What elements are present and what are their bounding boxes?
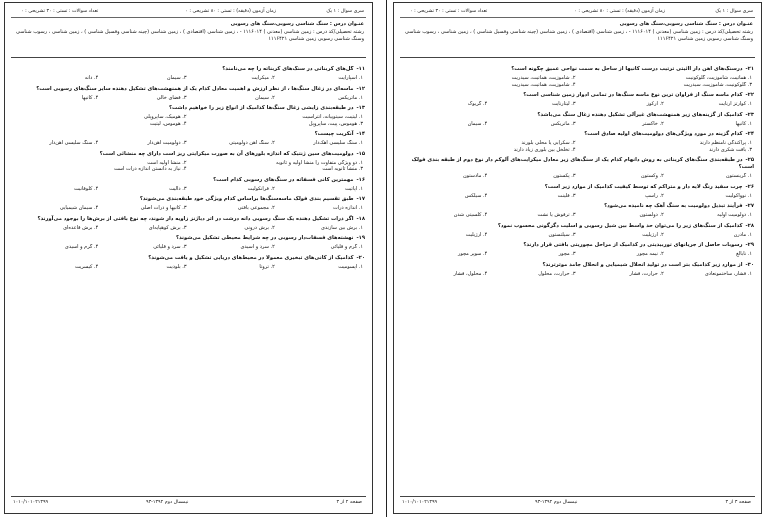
answer-option[interactable]: ۲. فرانکولیت [247,185,275,192]
question-line [401,66,754,73]
question-number: ۱۶- [356,176,365,183]
answer-option[interactable]: ۳. بافت شکری دارند [709,146,752,153]
count-label: تعداد سوالات : تستی : ۳۰ تشریحی : ۰ [410,9,488,14]
answer-option[interactable]: ۲. سیمان [255,94,275,101]
answer-option[interactable]: ۳. مچور [558,251,576,257]
answer-option[interactable]: ۳. برش کوهپایه‌ای [148,224,187,231]
field-title: رشته تحصیلی/کد درس : زمین شناسی (معدنی ) ۱۱۱۶۰۱۴ - ، زمین شناسی (اقتصادی ) ، زمین شناسی (چینه شناسی وفسیل شناسی ) ، زمین شناسی ، رسوب شناسی وسنگ شناسی رسوبی زمین شناسی ۱۱۱۶۴۲۱ [405,29,753,42]
answer-option[interactable]: ۴. شاموزیت، هماتیت، سیدریت [511,81,576,88]
exam-page-left [4,2,373,514]
exam-page-right [393,2,762,514]
answer-option[interactable]: ۳. گلوکونیت، شاموزیت، سیدریت [683,81,752,88]
question-item [12,196,365,212]
answer-option[interactable]: ۱. مادرن [733,231,752,238]
answer-options [401,251,754,258]
answer-option[interactable]: ۱. دولومیت اولیه [717,212,752,218]
answer-option[interactable]: ۳. منشا ثانویه است [322,166,363,172]
question-item [401,157,754,180]
question-text: آنکریت چیست؟ [314,131,354,137]
question-text: کدام گزینه در مورد ویژگی‌های دولومیت‌های اولیه صادق است؟ [584,131,743,137]
question-number: ۲۸- [745,222,754,229]
answer-options [12,75,365,82]
question-number: ۱۹- [356,235,365,241]
question-line [12,105,365,112]
answer-option[interactable]: ۴. آرژیلیت [465,231,488,238]
answer-option[interactable]: ۱. سنگ سلیسی آهک‌دار [313,140,363,146]
answer-option[interactable]: ۳. بلودیت [166,263,187,270]
question-number: ۲۹- [745,242,754,248]
answer-option[interactable]: ۴. تخلخل بین بلوری زیاد دارند [513,146,576,153]
answer-options [12,114,365,127]
question-text: درسنگ‌های آهن دار اائیتی ترتیب درست کانیها از ساحل به سمت نواحی عمیق چگونه است؟ [511,66,743,72]
answer-option[interactable]: ۱. آپاتیت [345,185,363,192]
answer-option[interactable]: ۳. پکستون [553,173,576,179]
answer-option[interactable]: ۱. ماتریکس [338,94,363,101]
answer-option[interactable]: ۴. برش قاعده‌ای [63,224,99,231]
course-title: عنـوان درس : سنگ شناسی رسوبی،سنگ های رسوبی [230,21,364,27]
question-text: در طبقه‌بندی سنگ‌های کربناتی به روش دانهام کدام یک از سنگ‌های زیر معادل میکرایت‌های آلوکم دار نوع دوم از طبقه بندی فولک است؟ [411,157,754,170]
answer-option[interactable]: ۳. سیمان [166,75,187,81]
answer-option[interactable]: ۲. راسپ [644,192,664,199]
question-number: ۲۷- [745,203,754,209]
question-number: ۱۱- [356,66,365,72]
series-label: سری سوال : ۱ یک [715,9,753,14]
question-number: ۲۶- [745,183,754,190]
question-line [401,112,754,119]
question-text: ماسه‌ای در زغال سنگ‌ها ، از نظر ارزش و اهمیت معادل کدام یک از همنهشت‌های تشکیل دهنده سایر سنگ‌های رسوبی است؟ [36,85,354,92]
answer-option[interactable]: ۲. خاکستر [642,120,664,127]
question-number: ۱۲- [356,85,365,92]
question-text: فرآیند تبدیل دولومیت به سنگ آهک چه نامیده می‌شود؟ [604,203,743,209]
answer-option[interactable]: ۱. برش بین سازندی [320,224,363,231]
question-number: ۲۴- [745,131,754,137]
question-item [12,255,365,271]
question-text: اگر ذرات تشکیل دهنده یک سنگ رسوبی دانه درشت در اثر دیاژنز زاویه دار شوند، چه نوع بافتی از برش‌ها را بوجود می‌آورند؟ [37,215,354,222]
answer-option[interactable]: ۲. هومیک، ساپروپلی [144,114,187,120]
answer-option[interactable]: ۱. اسپارایت [338,75,363,81]
answer-option[interactable]: ۳. فلینت [557,192,576,199]
question-line [401,131,754,138]
question-number: ۲۳- [745,111,754,118]
question-text: کدامیک از سنگ‌های زیر را می‌توان حد واسط بین شیل رسوبی و اسلیت دگرگونی محسوب نمود؟ [497,222,743,229]
question-line [12,216,365,223]
question-text: کدامیک از کانی‌های تبخیری معمولا در محیط‌های دریایی تشکیل و یافت می‌شوند؟ [148,254,354,261]
answer-option[interactable]: ۳. سیلتستون [548,231,576,238]
question-line [12,66,365,73]
page-footer [11,496,366,509]
answer-option[interactable]: ۴. مادستون [463,173,488,179]
question-line [12,151,365,158]
question-line [12,255,365,262]
question-line [401,262,754,269]
question-text: در طبقه‌بندی زایشی زغال سنگ‌ها کدامیک از انواع زیر را خواهیم داشت؟ [168,105,354,111]
question-line [12,86,365,93]
answer-options [12,186,365,193]
answer-option[interactable]: ۲. آرژیلیت [642,231,664,238]
answer-option[interactable]: ۱. اندازه ذرات [332,205,363,211]
question-text: طبق تقسیم بندی فولک ماسه‌سنگ‌ها براساس کدام ویژگی خود طبقه‌بندی می‌شوند؟ [139,196,354,202]
answer-option[interactable]: ۴. کلسیتی شدن [453,212,488,218]
answer-option[interactable]: ۳. ترفوش یا نشت [537,212,576,218]
question-item [12,131,365,147]
question-item [12,105,365,127]
question-text: از موارد زیر کدامیک بتر است در تولید انحلال شیمیایی و انحلال جامد موثرترند؟ [542,261,743,268]
answer-options [401,212,754,219]
question-item [401,66,754,88]
answer-option[interactable]: ۳. سرد و قلیائی [153,244,187,250]
series-label: سری سوال : ۱ یک [326,9,364,14]
question-text: چرت سفید رنگ لایه دار و متراکم که توسط کیفیت کدامیک از موارد زیر است؟ [544,183,743,190]
answer-option[interactable]: ۴. گرم و اسیدی [64,244,99,250]
answer-option[interactable]: ۳. ماتریکس [550,120,576,127]
answer-option[interactable]: ۴. کیسریت [74,263,99,270]
answer-options [12,244,365,251]
answer-option[interactable]: ۴. سوپر مچور [457,251,488,257]
answer-option[interactable]: ۱. گرم و قلیائی [330,244,363,250]
answer-options [12,95,365,102]
question-line [401,203,754,210]
question-item [401,184,754,200]
question-line [401,157,754,171]
question-line [12,235,365,242]
answer-option[interactable]: ۱. گرینستون [725,173,752,179]
answer-option[interactable]: ۲. دولستون [639,212,664,218]
answer-options [401,193,754,200]
footer-page-number: صفحه ۲ از ۳ [336,500,362,505]
question-item [401,112,754,128]
answer-option[interactable]: ۳. فضای خالی [156,94,187,101]
answer-option[interactable]: ۱. پراکندگی نامنظم دارند [699,140,752,146]
answer-options [12,205,365,212]
question-item [12,216,365,232]
answer-option[interactable]: ۴. کلوفانیت [74,185,99,192]
answer-option[interactable]: ۴. سیمان [467,120,488,127]
answer-options [401,121,754,128]
answer-option[interactable]: ۲. آرکوز [646,101,664,107]
answer-option[interactable]: ۱. هماتیت، شاموزیت، گلوکونیت [685,75,752,81]
answer-option[interactable]: ۲. برش درونی [244,224,275,231]
page-header [400,7,755,58]
answer-options [401,140,754,153]
question-item [401,223,754,239]
answer-option[interactable]: ۲. سکرابی یا محلی بلورند [521,140,576,146]
footer-term: نیمسال دوم ۱۳۹۲-۹۳ [535,500,578,505]
questions-list [12,66,365,490]
question-text: دولومیت‌های سین ژنتیک که اندازه بلورهای آن به صورت میکرایتی ریز است دارای چه منشائی است؟ [99,150,354,157]
header-rule [11,17,366,18]
answer-options [401,232,754,239]
answer-option[interactable]: ۱. فشار، ساختمونعادی [704,270,752,277]
answer-option[interactable]: ۴. سیلکس [464,192,488,199]
question-number: ۱۳- [356,105,365,111]
answer-option[interactable]: ۲. نیمه مچور [636,251,664,257]
answer-options [12,160,365,173]
question-text: کدام ماسه سنگ از فراوان ترین نوع ماسه سنگ‌ها در تمامی ادوار زمین شناسی است؟ [523,92,743,98]
answer-option[interactable]: ۴. هوموس، لیتیت [149,120,187,127]
question-text: رسوبات حاصل از جریانهای توربیدیتی در کدامیک از مراحل مچوریتی بافتی قرار دارند؟ [523,242,743,248]
page-footer [400,496,755,509]
answer-options [401,101,754,108]
header-rule [400,17,755,18]
question-number: ۲۵- [745,157,754,163]
answer-options [401,271,754,278]
course-title: عنـوان درس : سنگ شناسی رسوبی،سنگ های رسوبی [619,21,753,27]
question-number: ۲۱- [745,66,754,72]
question-text: کدامیک از گزینه‌های زیر همنهشت‌های غیرآلی تشکیل دهنده زغال سنگ می‌باشد؟ [537,111,743,118]
answer-option[interactable]: ۲. شاموزیت، هماتیت، سیدریت [511,75,576,81]
answer-option[interactable]: ۱. دو ویژگی متفاوت را منشا اولیه و ثانویه [276,159,363,166]
answer-option[interactable]: ۱. کانیها [735,120,752,127]
question-text: مهمترین کانی فسفاته در سنگ‌های رسوبی کدام است؟ [213,176,354,183]
answer-option[interactable]: ۲. سنگ آهن دولومیتی [229,140,275,146]
answer-option[interactable]: ۲. میکرایت [251,75,275,81]
answer-option[interactable]: ۴. کانیها [81,94,99,101]
footer-code: ۱۰۱۰/۱۰۱۰۲۱۳۹۹ [13,500,49,505]
answer-option[interactable]: ۲. تروتا [259,263,275,270]
question-number: ۱۴- [356,131,365,137]
footer-code: ۱۰۱۰/۱۰۱۰۲۱۳۹۹ [402,500,438,505]
answer-option[interactable]: ۱. کوارتز آرنایت [718,101,752,107]
answer-option[interactable]: ۱. اپسومیت [338,263,363,270]
question-line [12,177,365,184]
question-line [401,92,754,99]
question-text: نهشته‌های فسفات‌دار رسوبی در چه شرایط محیطی تشکیل می‌شوند؟ [176,235,354,241]
answer-option[interactable]: ۳. دولومیت آهن‌دار [147,140,187,146]
question-item [401,203,754,219]
page-header [11,7,366,58]
answer-option[interactable]: ۴. محلول، فشار [453,270,488,277]
answer-option[interactable]: ۳. کانیها و ذرات اصلی [140,205,187,211]
question-item [401,92,754,108]
footer-term: نیمسال دوم ۱۳۹۲-۹۳ [146,500,189,505]
answer-option[interactable]: ۲. وکستون [640,173,664,179]
answer-option[interactable]: ۴. دانه [84,75,99,81]
questions-list [401,66,754,490]
answer-options [401,173,754,180]
question-line [401,184,754,191]
answer-options [401,75,754,88]
answer-option[interactable]: ۴. گریوک [467,101,488,107]
question-item [12,86,365,102]
question-item [401,242,754,258]
question-number: ۳۰- [745,261,754,268]
time-label: زمان آزمون (دقیقه) : تستی : ۸۰ تشریحی : ۰ [185,9,276,14]
question-line [401,242,754,249]
answer-options [12,225,365,232]
question-line [401,223,754,230]
question-number: ۲۲- [745,92,754,98]
question-item [12,66,365,82]
answer-options [12,264,365,271]
answer-option[interactable]: ۳. لیتارنایت [551,101,576,107]
question-line [12,131,365,138]
answer-option[interactable]: ۱. نابالغ [736,251,752,257]
answer-option[interactable]: ۳. دالیت [169,185,187,192]
question-number: ۱۷- [356,196,365,202]
question-text: گل‌های کربناتی در سنگ‌های کربناته را چه می‌نامند؟ [222,66,354,72]
answer-option[interactable]: ۲. منشا اولیه است [147,159,187,166]
question-line [12,196,365,203]
answer-option[interactable]: ۲. حرارت، فشار [629,270,664,277]
answer-option[interactable]: ۱. نوواکولیت [725,192,752,199]
field-title: رشته تحصیلی/کد درس : زمین شناسی (معدنی ) ۱۱۱۶۰۱۴ - ، زمین شناسی (اقتصادی ) ، زمین شناسی (چینه شناسی وفسیل شناسی ) ، زمین شناسی ، رسوب شناسی وسنگ شناسی رسوبی زمین شناسی ۱۱۱۶۴۲۱ [16,29,364,42]
question-number: ۱۵- [356,150,365,157]
page-divider [386,0,387,517]
time-label: زمان آزمون (دقیقه) : تستی : ۸۰ تشریحی : ۰ [574,9,665,14]
answer-option[interactable]: ۴. نیاز به دانستن اندازه ذرات است [113,166,187,172]
question-item [12,177,365,193]
question-item [401,131,754,153]
answer-options [12,140,365,147]
answer-option[interactable]: ۳. هوموس، پیت، ساپروپل [308,120,363,127]
footer-page-number: صفحه ۳ از ۳ [725,500,751,505]
question-item [12,235,365,251]
question-item [401,262,754,278]
question-number: ۲۰- [356,254,365,261]
count-label: تعداد سوالات : تستی : ۳۰ تشریحی : ۰ [21,9,99,14]
question-number: ۱۸- [356,215,365,222]
answer-option[interactable]: ۴. سنگ سلیسی آهن‌دار [49,140,99,146]
answer-option[interactable]: ۴. سیمان شیمیایی [59,205,99,211]
answer-option[interactable]: ۱. لیتیت، سیتوپیانه، انتراسیت [302,114,363,120]
question-item [12,151,365,173]
answer-option[interactable]: ۲. سرد و اسیدی [240,244,275,250]
answer-option[interactable]: ۲. مجموعی بافتی [237,205,275,211]
answer-option[interactable]: ۳. حرارت، محلول [538,270,576,277]
